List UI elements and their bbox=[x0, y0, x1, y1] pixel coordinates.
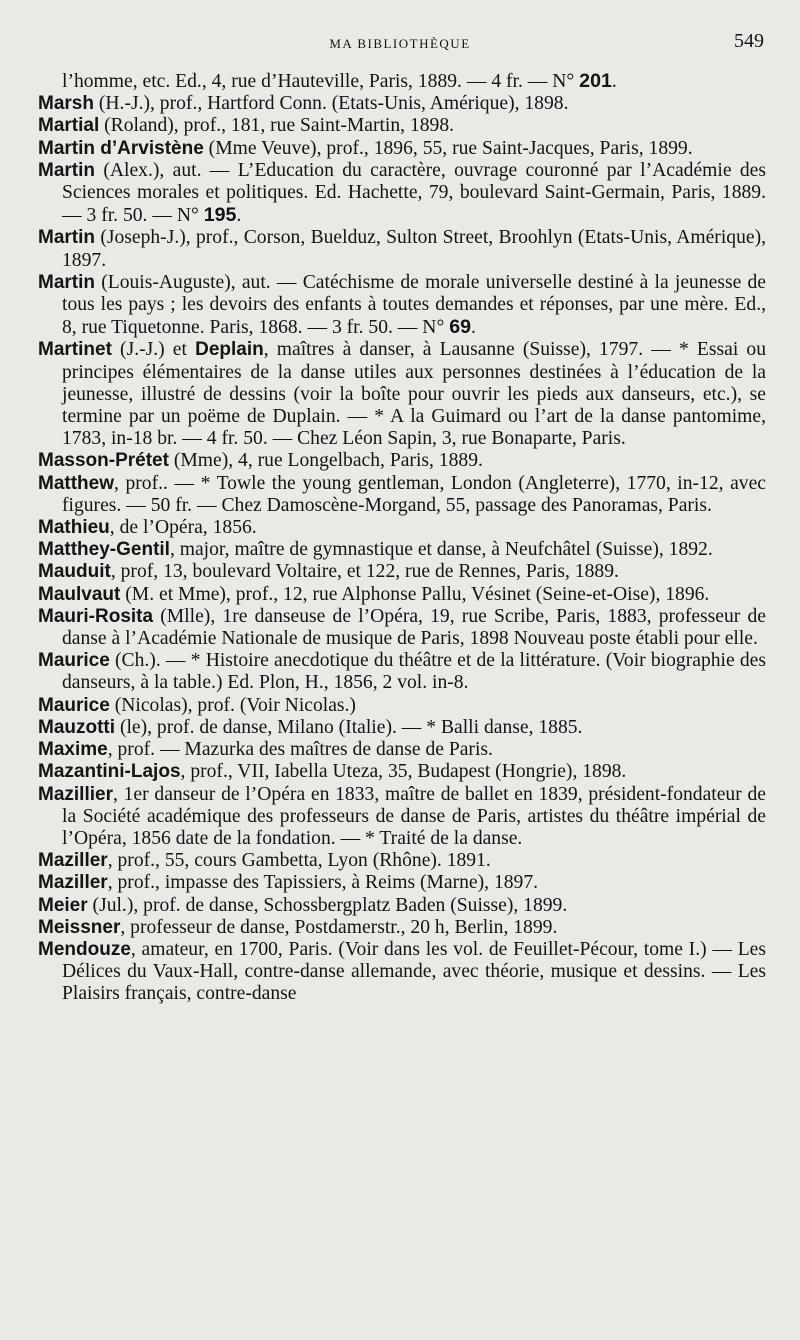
directory-entry bbox=[38, 761, 766, 783]
entry-name: Matthew bbox=[38, 472, 114, 494]
entry-text: (Mme Veuve), prof., 1896, 55, rue Saint-Jacques, Paris, 1899. bbox=[203, 137, 693, 159]
directory-entry bbox=[38, 227, 766, 271]
entry-trailing-punctuation: . bbox=[611, 71, 617, 92]
directory-entry bbox=[38, 272, 766, 340]
directory-entry bbox=[38, 517, 766, 539]
running-title: MA BIBLIOTHÈQUE bbox=[329, 36, 471, 51]
entry-name: Maxime bbox=[38, 739, 108, 761]
entry-name: Matthey-Gentil bbox=[38, 539, 170, 561]
directory-entries bbox=[38, 70, 766, 1006]
entry-name: Mauri-Rosita bbox=[38, 605, 154, 627]
entry-text: , prof. — Mazurka des maîtres de danse de Paris. bbox=[107, 739, 493, 761]
catalog-number: 201 bbox=[579, 70, 612, 92]
page-header bbox=[0, 28, 800, 58]
entry-name-secondary: Deplain bbox=[195, 339, 264, 361]
directory-entry bbox=[38, 917, 766, 939]
entry-text: , professeur de danse, Postdamerstr., 20 h, Berlin, 1899. bbox=[120, 916, 558, 938]
entry-name: Marsh bbox=[38, 93, 94, 115]
entry-name: Maurice bbox=[38, 694, 110, 716]
entry-name: Meier bbox=[38, 894, 88, 916]
catalog-number: 195 bbox=[203, 204, 237, 227]
entry-text: , prof, 13, boulevard Voltaire, et 122, rue de Rennes, Paris, 1889. bbox=[110, 561, 619, 583]
entry-text: l’homme, etc. Ed., 4, rue d’Hauteville, Paris, 1889. — 4 fr. — N° bbox=[62, 71, 580, 92]
directory-entry bbox=[38, 339, 766, 450]
entry-name: Maurice bbox=[38, 650, 110, 672]
directory-entry bbox=[38, 939, 766, 1006]
entry-text: (Ch.). — * Histoire anecdotique du théâtre et de la littérature. (Voir biographie des danseurs, à la table.) Ed. Plon, H., 1856, 2 vol. in-8. bbox=[62, 650, 766, 694]
directory-entry bbox=[38, 450, 766, 472]
entry-text-secondary: , maîtres à danser, à Lausanne (Suisse), 1797. — * Essai ou principes élémentaires de la danse utiles aux personnes destinées à l’éducation de la jeunesse, illustré de dessins (voir la boîte pour ouvrir les pieds aux danseurs, etc.), se termine par un poëme de Duplain. — * A la Guimard ou l’art de la danse pantomime, 1783, in-18 br. — 4 fr. 50. — Chez Léon Sapin, 3, rue Bonaparte, Paris. bbox=[62, 339, 766, 450]
directory-entry bbox=[38, 739, 766, 761]
entry-text: , 1er danseur de l’Opéra en 1833, maître de ballet en 1839, président-fondateur de la Société académique des professeurs de danse de Paris, artistes du théâtre impérial de l’Opéra, 1856 date de la fondation. — * Traité de la danse. bbox=[62, 783, 766, 849]
entry-text: (M. et Mme), prof., 12, rue Alphonse Pallu, Vésinet (Seine-et-Oise), 1896. bbox=[120, 583, 710, 605]
entry-name: Martinet bbox=[38, 339, 112, 361]
entry-name: Martin d’Arvistène bbox=[38, 137, 204, 159]
entry-name: Mauduit bbox=[38, 561, 111, 583]
directory-entry bbox=[38, 93, 766, 115]
directory-entry bbox=[38, 695, 766, 717]
catalog-number: 69 bbox=[449, 316, 471, 339]
directory-entry bbox=[38, 606, 766, 650]
entry-name: Mauzotti bbox=[38, 716, 116, 738]
entry-trailing-punctuation: . bbox=[470, 317, 476, 339]
entry-text: , prof., 55, cours Gambetta, Lyon (Rhône). 1891. bbox=[107, 850, 491, 872]
entry-name: Maulvaut bbox=[38, 583, 121, 605]
entry-name: Maziller bbox=[38, 872, 108, 894]
entry-text: , de l’Opéra, 1856. bbox=[109, 517, 257, 539]
entry-name: Meissner bbox=[38, 916, 121, 938]
entry-text: (Alex.), aut. — L’Education du caractère, ouvrage couronné par l’Académie des Sciences morales et politiques. Ed. Hachette, 79, boulevard Saint-Germain, Paris, 1889. — 3 fr. 50. — N° bbox=[62, 159, 766, 227]
directory-entry bbox=[38, 872, 766, 894]
directory-entry bbox=[38, 717, 766, 739]
entry-text: , major, maître de gymnastique et danse, à Neufchâtel (Suisse), 1892. bbox=[169, 539, 713, 561]
entry-text: , prof., VII, Iabella Uteza, 35, Budapest (Hongrie), 1898. bbox=[180, 761, 627, 783]
entry-name: Martial bbox=[38, 115, 100, 137]
entry-name: Martin bbox=[38, 159, 95, 181]
entry-text: (Roland), prof., 181, rue Saint-Martin, 1898. bbox=[99, 115, 455, 137]
entry-text: (J.-J.) et bbox=[111, 339, 196, 361]
page-number: 549 bbox=[734, 30, 764, 52]
entry-name: Mazillier bbox=[38, 783, 113, 805]
directory-entry bbox=[38, 473, 766, 517]
entry-name: Martin bbox=[38, 227, 95, 249]
entry-text: , amateur, en 1700, Paris. (Voir dans les vol. de Feuillet-Pécour, tome I.) — Les Délices du Vaux-Hall, contre-danse allemande, avec théorie, musique et dessins. — Les Plaisirs français, contre-danse bbox=[62, 938, 766, 1005]
directory-entry bbox=[38, 895, 766, 917]
directory-entry bbox=[38, 584, 766, 606]
entry-name: Martin bbox=[38, 271, 95, 293]
entry-text: (Joseph-J.), prof., Corson, Buelduz, Sulton Street, Broohlyn (Etats-Unis, Amérique), 1897. bbox=[62, 227, 766, 271]
entry-text: (Louis-Auguste), aut. — Catéchisme de morale universelle destiné à la jeunesse de tous les pays ; les devoirs des enfants à toutes demandes et réponses, par une mère. Ed., 8, rue Tiquetonne. Paris, 1868. — 3 fr. 50. — N° bbox=[62, 271, 766, 339]
entry-name: Masson-Prétet bbox=[38, 450, 169, 472]
directory-entry bbox=[38, 115, 766, 137]
entry-text: (Mme), 4, rue Longelbach, Paris, 1889. bbox=[168, 450, 483, 472]
directory-entry bbox=[38, 138, 766, 160]
directory-entry bbox=[38, 160, 766, 228]
entry-text: (H.-J.), prof., Hartford Conn. (Etats-Unis, Amérique), 1898. bbox=[93, 93, 569, 115]
directory-entry bbox=[38, 784, 766, 851]
entry-text: (le), prof. de danse, Milano (Italie). — * Balli danse, 1885. bbox=[115, 716, 583, 738]
entry-name: Mendouze bbox=[38, 938, 131, 960]
entry-name: Mazantini-Lajos bbox=[38, 761, 181, 783]
entry-text: (Jul.), prof. de danse, Schossbergplatz Baden (Suisse), 1899. bbox=[87, 894, 568, 916]
entry-text: (Nicolas), prof. (Voir Nicolas.) bbox=[109, 694, 356, 716]
directory-entry bbox=[38, 70, 766, 93]
entry-name: Maziller bbox=[38, 850, 108, 872]
directory-entry bbox=[38, 539, 766, 561]
directory-entry bbox=[38, 650, 766, 694]
entry-text: , prof., impasse des Tapissiers, à Reims (Marne), 1897. bbox=[107, 872, 539, 894]
entry-trailing-punctuation: . bbox=[236, 205, 242, 227]
entry-text: , prof.. — * Towle the young gentleman, London (Angleterre), 1770, in-12, avec figures. — 50 fr. — Chez Damoscène-Morgand, 55, passage des Panoramas, Paris. bbox=[62, 472, 766, 516]
directory-entry bbox=[38, 561, 766, 583]
entry-text: (Mlle), 1re danseuse de l’Opéra, 19, rue Scribe, Paris, 1883, professeur de danse à l’Académie Nationale de musique de Paris, 1898 Nouveau poste établi pour elle. bbox=[62, 605, 766, 650]
directory-entry bbox=[38, 850, 766, 872]
entry-name: Mathieu bbox=[38, 517, 110, 539]
